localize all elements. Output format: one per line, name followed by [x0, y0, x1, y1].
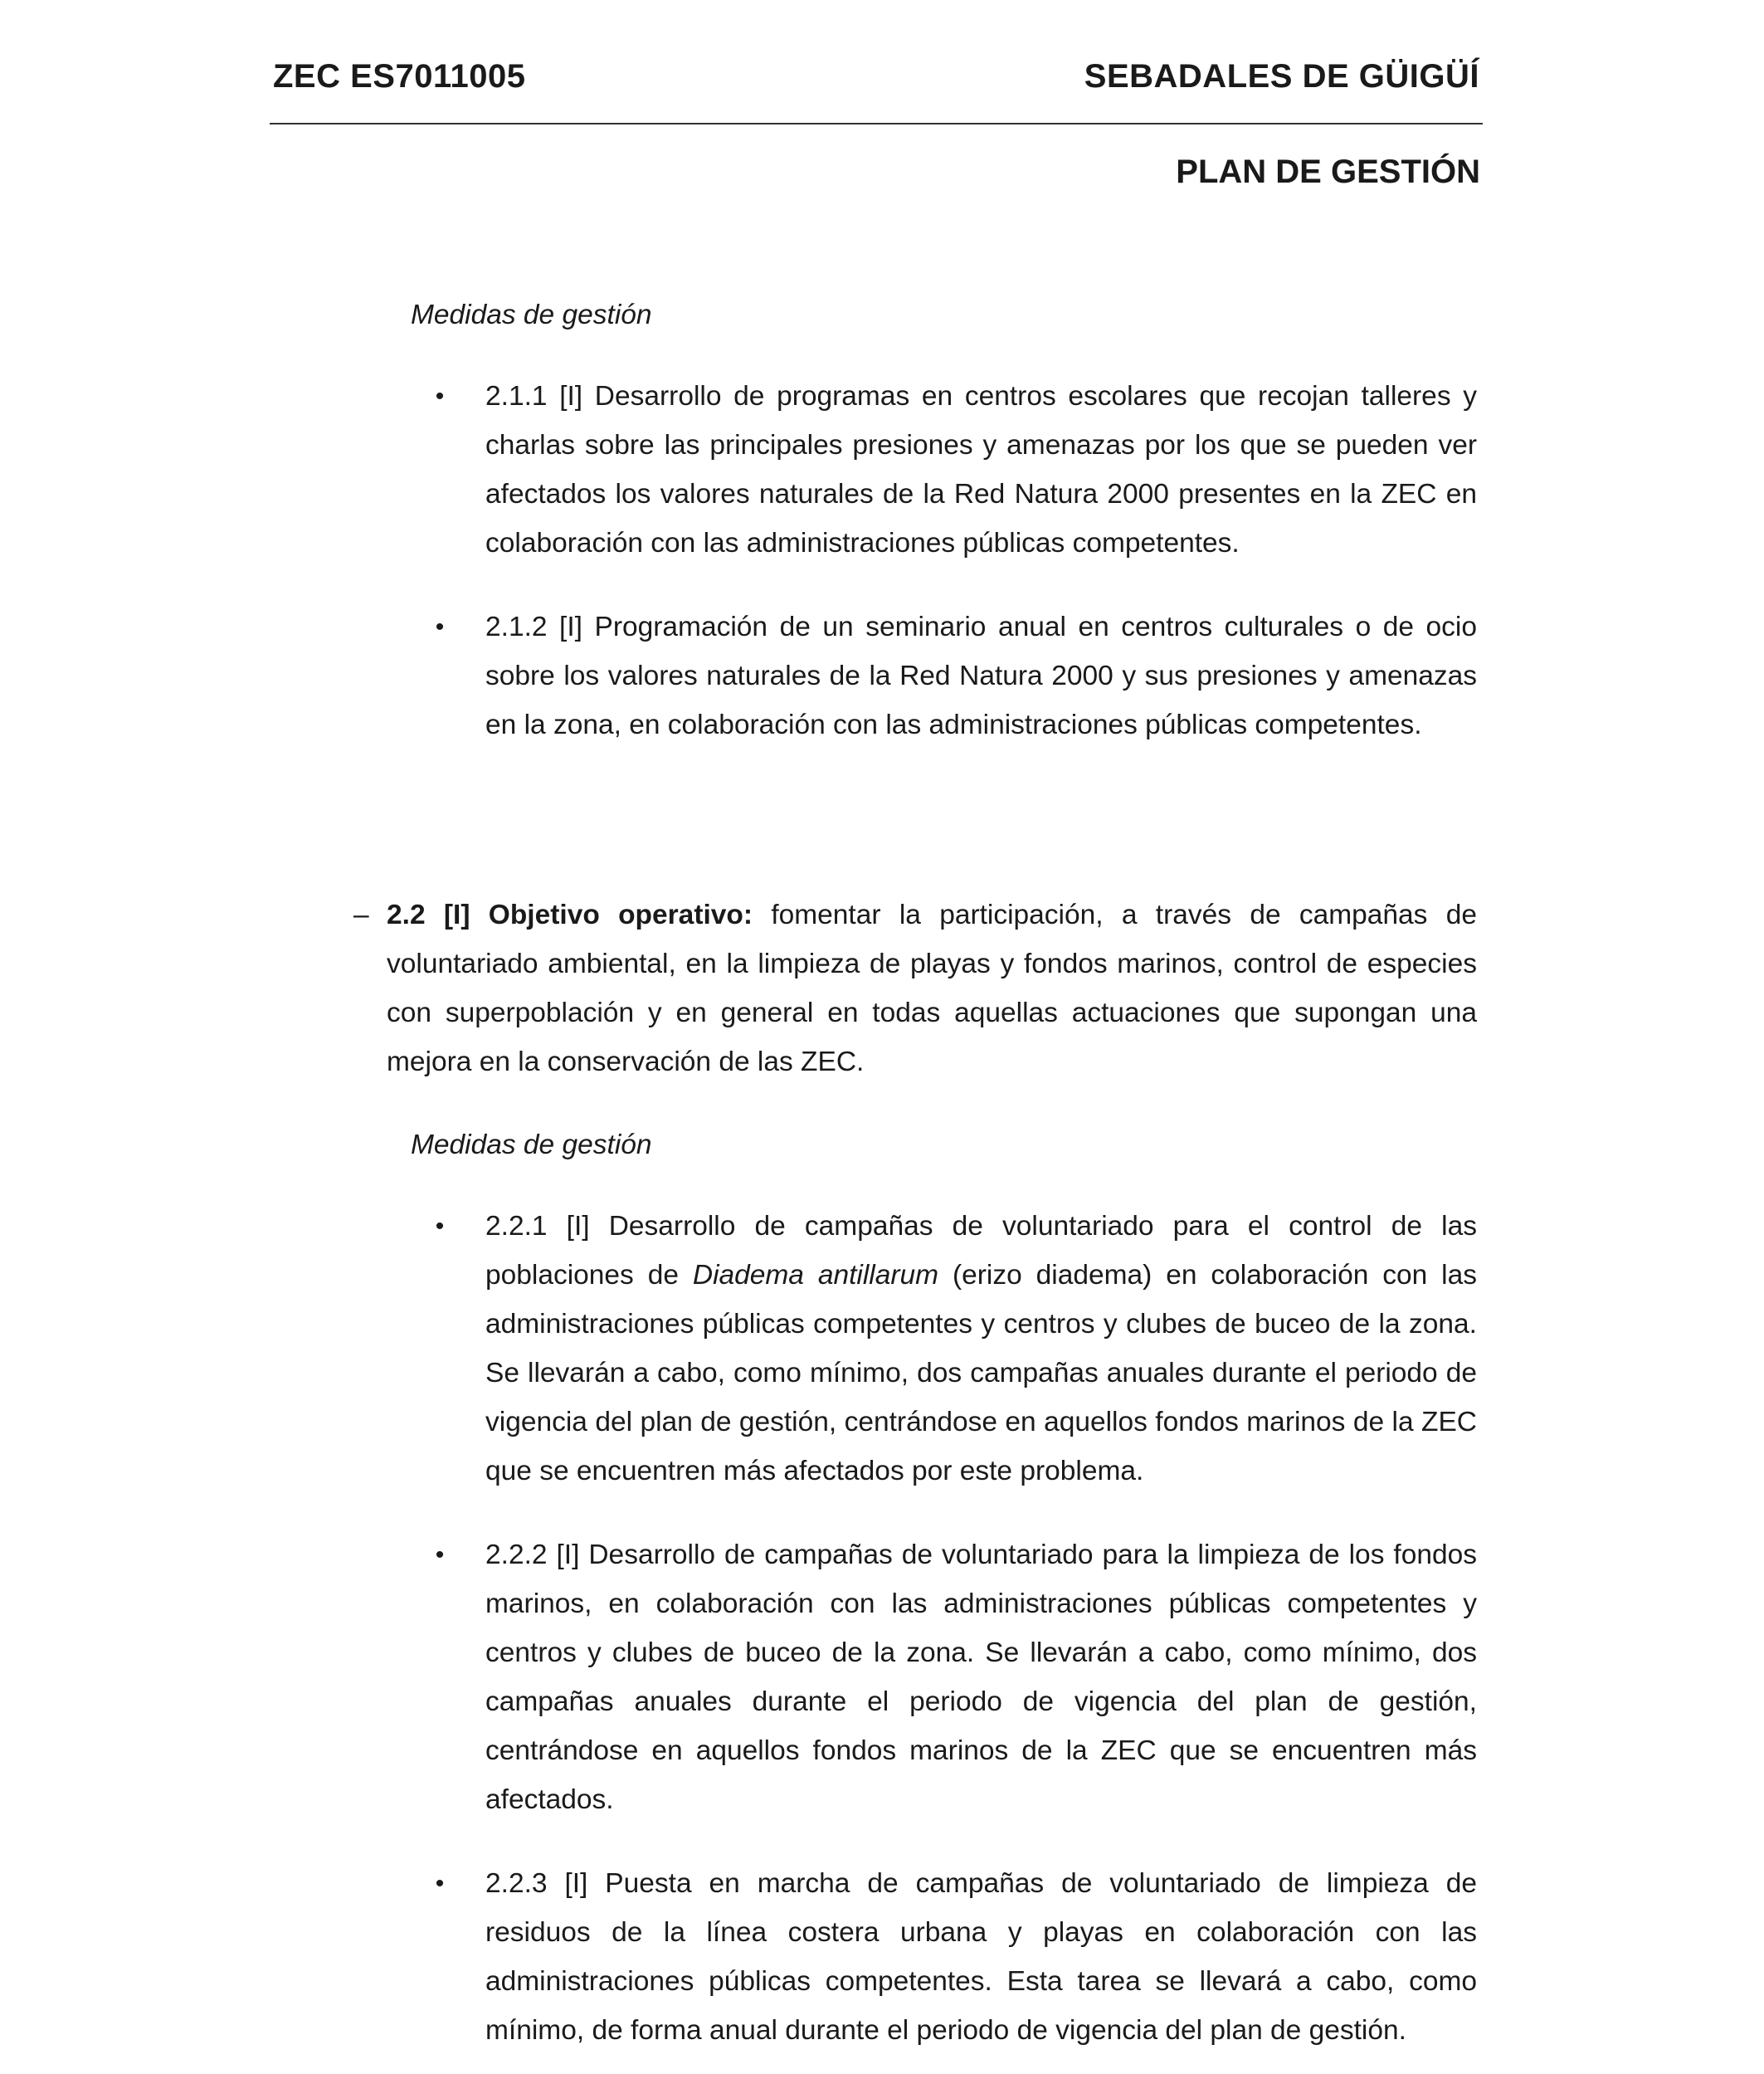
measure-item — [435, 1530, 1477, 1824]
bullet-icon: • — [435, 383, 445, 410]
measure-text: 2.2.1 [I] Desarrollo de campañas de voluntariado para el control de las poblaciones de — [485, 1211, 1477, 1291]
measures-subheading: Medidas de gestión — [411, 300, 652, 330]
measures-subheading: Medidas de gestión — [411, 1130, 652, 1160]
bullet-icon: • — [435, 1213, 445, 1240]
measure-item — [435, 1202, 1477, 1496]
site-code: ZEC ES7011005 — [273, 58, 526, 95]
page-header — [270, 41, 1483, 124]
objective-text: fomentar la participación, a través de campañas de voluntariado ambiental, en la limpieza de playas y fondos marinos, control de especies con superpoblación y en general en todas aquellas actuaciones que supongan una mejora en la conservación de las ZEC. — [387, 900, 1477, 1077]
site-name: SEBADALES DE GÜIGÜÍ — [1084, 58, 1479, 95]
measure-item — [435, 372, 1477, 568]
objective-label: 2.2 [I] Objetivo operativo: — [387, 900, 753, 930]
document-title: PLAN DE GESTIÓN — [1176, 154, 1480, 190]
measure-item — [435, 1859, 1477, 2055]
bullet-icon: • — [435, 1870, 445, 1897]
measure-text: (erizo diadema) en colaboración con las administraciones públicas competentes y centros y clubes de buceo de la zona. Se llevarán a cabo, como mínimo, dos campañas anuales durante el periodo de vigencia del plan de gestión, centrándose en aquellos fondos marinos de la ZEC que se encuentren más afectados por este problema. — [485, 1260, 1477, 1486]
species-name: Diadema antillarum — [692, 1260, 939, 1291]
operational-objective — [353, 891, 1477, 1086]
bullet-icon: • — [435, 613, 445, 641]
bullet-icon: • — [435, 1541, 445, 1569]
measure-text: 2.2.2 [I] Desarrollo de campañas de voluntariado para la limpieza de los fondos marinos, en colaboración con las administraciones públicas competentes y centros y clubes de buceo de la zona. Se llevarán a cabo, como mínimo, dos campañas anuales durante el periodo de vigencia del plan de gestión, centrándose en aquellos fondos marinos de la ZEC que se encuentren más afectados. — [485, 1540, 1477, 1815]
measure-text: 2.1.2 [I] Programación de un seminario anual en centros culturales o de ocio sobre los valores naturales de la Red Natura 2000 y sus presiones y amenazas en la zona, en colaboración con las administraciones públicas competentes. — [485, 612, 1477, 740]
dash-marker: – — [353, 900, 369, 930]
measure-text: 2.1.1 [I] Desarrollo de programas en centros escolares que recojan talleres y charlas sobre las principales presiones y amenazas por los que se pueden ver afectados los valores naturales de la Red Natura 2000 presentes en la ZEC en colaboración con las administraciones públicas competentes. — [485, 381, 1477, 559]
measure-item — [435, 603, 1477, 749]
measure-text: 2.2.3 [I] Puesta en marcha de campañas de voluntariado de limpieza de residuos de la línea costera urbana y playas en colaboración con las administraciones públicas competentes. Esta tarea se llevará a cabo, como mínimo, de forma anual durante el periodo de vigencia del plan de gestión. — [485, 1868, 1477, 2046]
